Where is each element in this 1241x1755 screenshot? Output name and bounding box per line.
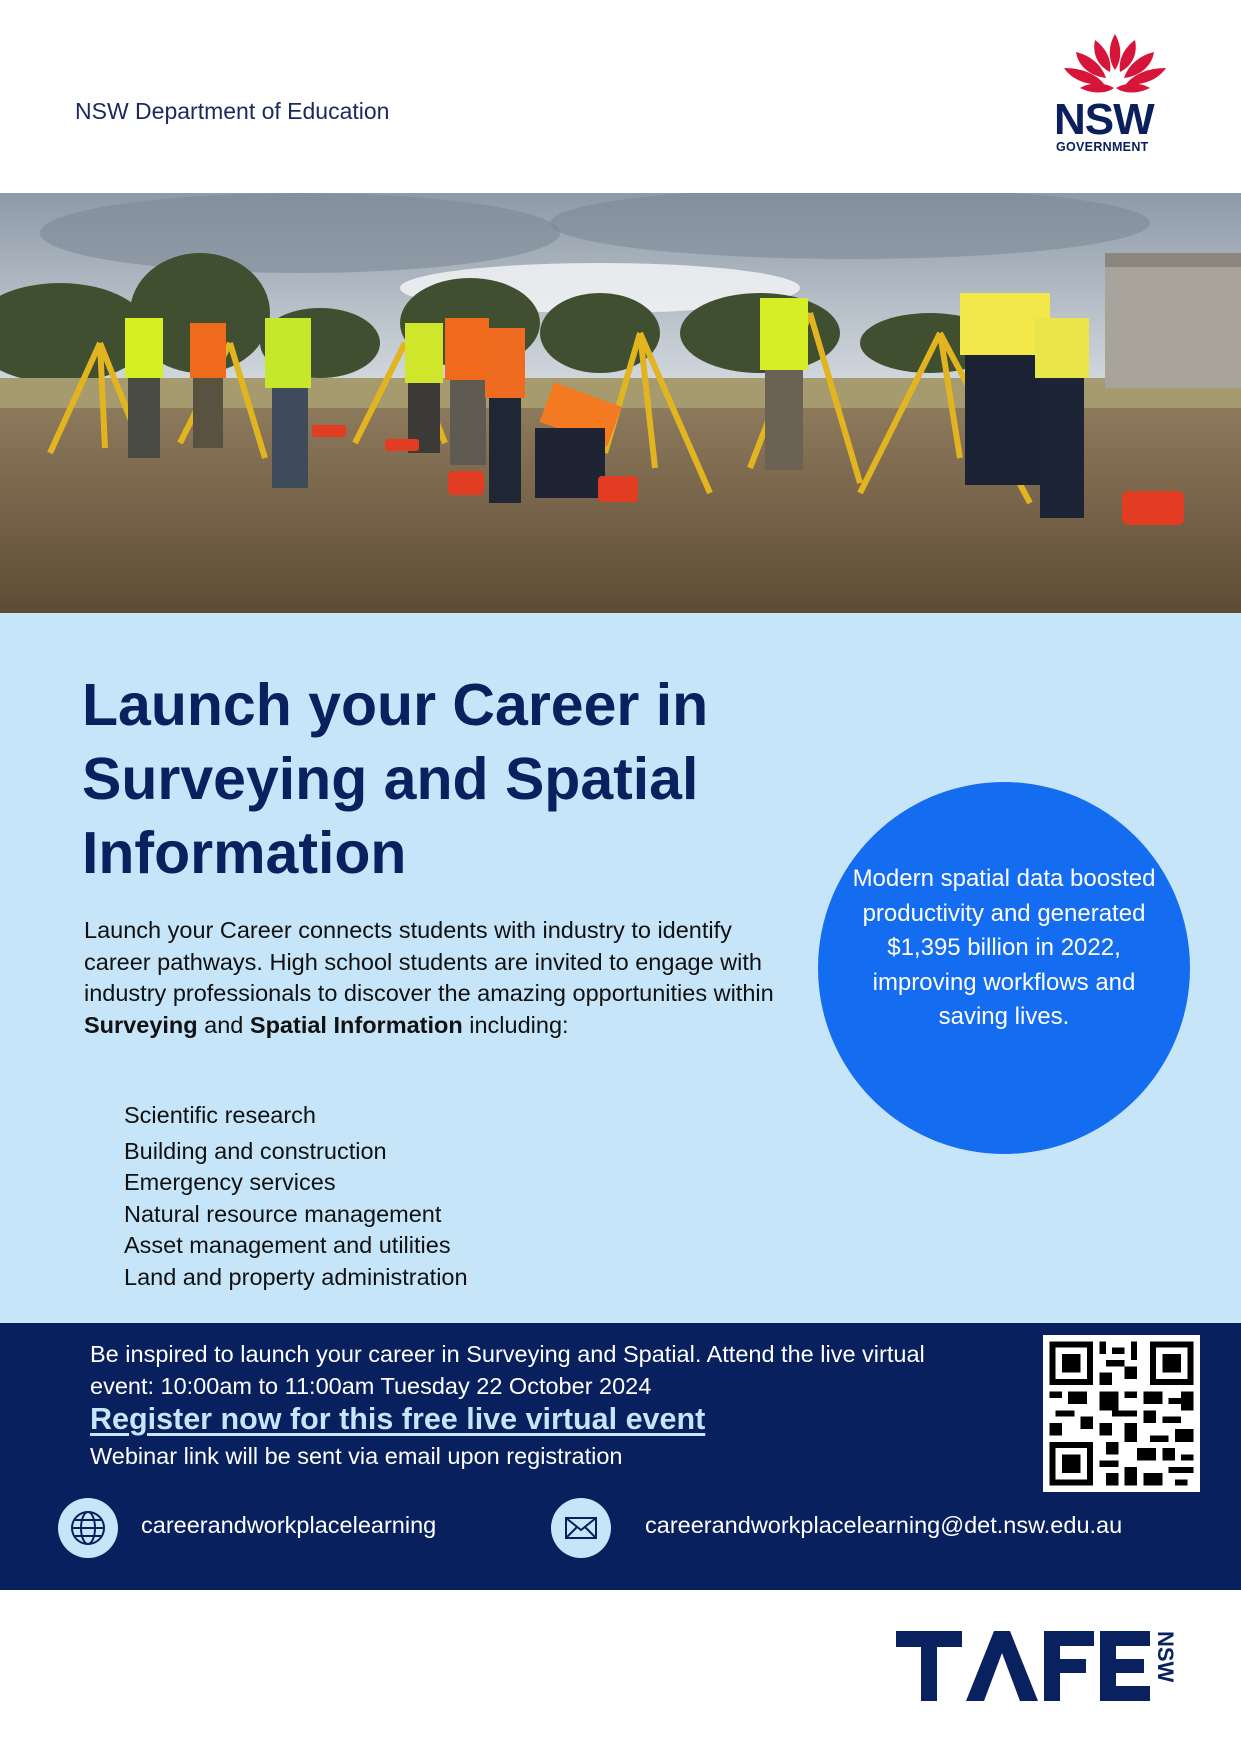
register-link[interactable]: Register now for this free live virtual event — [90, 1402, 706, 1436]
website-link[interactable]: careerandworkplacelearning — [141, 1512, 437, 1538]
intro-lead: Launch your Career connects students with industry to identify career pathways. High school students are invited to engage with industry professionals to discover the amazing opportunities within — [84, 917, 774, 1006]
list-item: Scientific research — [124, 1102, 316, 1128]
qr-code[interactable] — [1043, 1335, 1200, 1492]
department-name: NSW Department of Education — [75, 98, 390, 124]
opportunities-list — [124, 1100, 468, 1293]
intro-paragraph — [84, 915, 784, 1041]
list-item: Natural resource management — [124, 1200, 442, 1227]
tafe-nsw-logo — [894, 1623, 1194, 1713]
list-item: Emergency services — [124, 1169, 336, 1195]
page-title: Launch your Career in Surveying and Spatial Information — [82, 672, 709, 886]
stat-text: Modern spatial data boosted productivity and generated $1,395 billion in 2022, improving workflows and saving lives. — [852, 865, 1156, 1030]
tafe-logo-sub: NSW — [1153, 1631, 1178, 1683]
intro-bold-surveying: Surveying — [84, 1011, 198, 1038]
nsw-logo-subtext: GOVERNMENT — [1056, 140, 1149, 154]
waratah-icon — [1050, 30, 1180, 100]
email-link[interactable]: careerandworkplacelearning@det.nsw.edu.au — [645, 1512, 1123, 1538]
intro-tail: including: — [462, 1011, 569, 1038]
nsw-government-logo — [1050, 30, 1180, 160]
globe-icon — [58, 1498, 118, 1558]
surveying-students-photo — [0, 193, 1241, 613]
envelope-icon — [551, 1498, 611, 1558]
list-item: Land and property administration — [124, 1263, 468, 1290]
intro-and: and — [197, 1011, 250, 1038]
list-item: Asset management and utilities — [124, 1232, 451, 1258]
nsw-logo-word: NSW — [1054, 95, 1154, 144]
list-item: Building and construction — [124, 1137, 387, 1164]
webinar-note: Webinar link will be sent via email upon registration — [90, 1443, 623, 1469]
intro-bold-spatial: Spatial Information — [249, 1011, 463, 1038]
event-details: Be inspired to launch your career in Surveying and Spatial. Attend the live virtual event: 10:00am to 11:00am Tuesday 22 October 2024 — [90, 1341, 925, 1399]
